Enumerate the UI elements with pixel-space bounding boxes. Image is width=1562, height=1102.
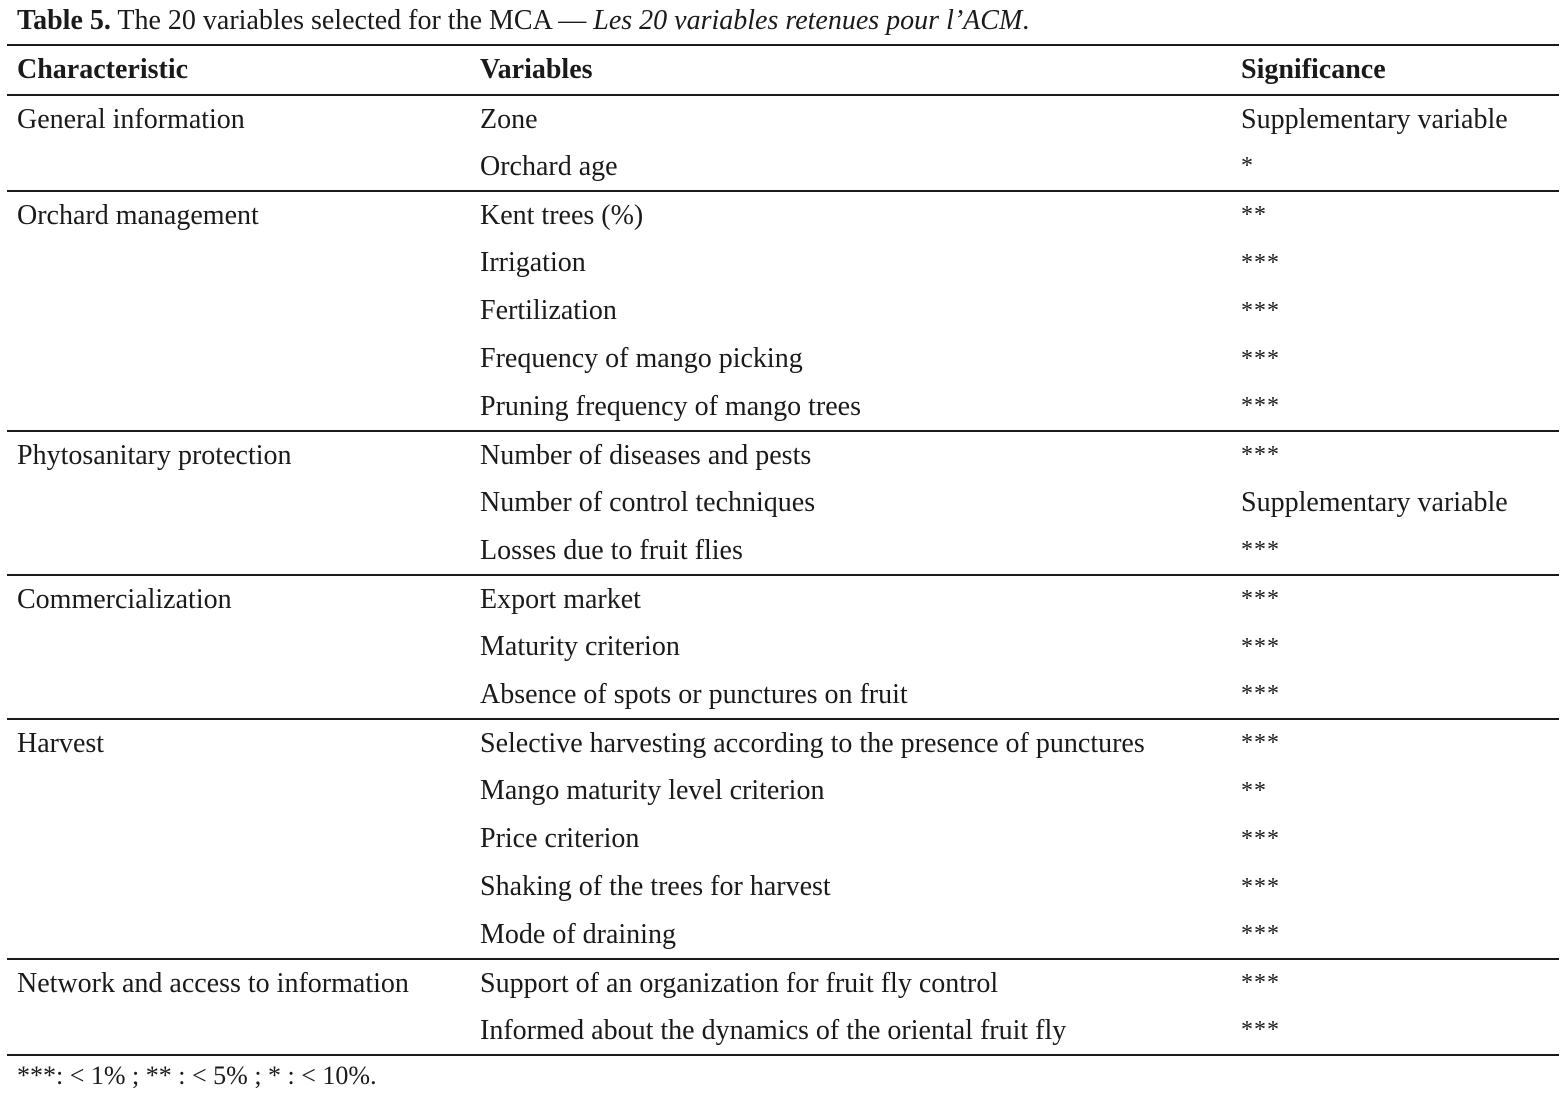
variable-cell: Kent trees (%) bbox=[480, 199, 644, 231]
caption-text-fr: Les 20 variables retenues pour l’ACM bbox=[593, 5, 1023, 36]
significance-cell: *** bbox=[1241, 586, 1280, 612]
table-row bbox=[7, 1007, 1559, 1055]
variable-cell: Orchard age bbox=[480, 150, 618, 182]
characteristic-cell bbox=[7, 1007, 470, 1055]
variables-table bbox=[7, 44, 1559, 1056]
table-row bbox=[7, 383, 1559, 431]
table-row bbox=[7, 335, 1559, 383]
significance-cell: * bbox=[1241, 153, 1254, 179]
table-row bbox=[7, 431, 1559, 479]
variable-cell: Fertilization bbox=[480, 295, 617, 326]
significance-cell: ** bbox=[1241, 202, 1267, 228]
table-header-row bbox=[7, 45, 1559, 95]
table-row bbox=[7, 863, 1559, 911]
table-row bbox=[7, 191, 1559, 239]
characteristic-cell: Harvest bbox=[17, 727, 105, 759]
characteristic-cell bbox=[7, 911, 470, 959]
significance-cell: *** bbox=[1241, 873, 1280, 900]
table-row bbox=[7, 287, 1559, 335]
variable-cell: Price criterion bbox=[480, 823, 640, 854]
table-caption bbox=[17, 2, 1029, 40]
table-row bbox=[7, 815, 1559, 863]
header-characteristic: Characteristic bbox=[17, 54, 189, 85]
significance-cell: *** bbox=[1241, 730, 1280, 756]
variable-cell: Mango maturity level criterion bbox=[480, 775, 825, 806]
characteristic-cell: Commercialization bbox=[17, 583, 232, 615]
characteristic-cell: Orchard management bbox=[17, 199, 259, 231]
characteristic-cell: Network and access to information bbox=[17, 967, 409, 999]
variable-cell: Export market bbox=[480, 583, 641, 615]
significance-cell: Supplementary variable bbox=[1241, 103, 1508, 135]
characteristic-cell bbox=[7, 863, 470, 911]
table-body bbox=[7, 95, 1559, 1055]
header-significance: Significance bbox=[1241, 54, 1386, 85]
characteristic-cell bbox=[7, 671, 470, 719]
variable-cell: Number of control techniques bbox=[480, 487, 816, 518]
variable-cell: Zone bbox=[480, 103, 538, 135]
significance-cell: *** bbox=[1241, 393, 1280, 419]
characteristic-cell bbox=[7, 527, 470, 575]
characteristic-cell bbox=[7, 143, 470, 191]
characteristic-cell: Phytosanitary protection bbox=[17, 439, 292, 471]
variable-cell: Shaking of the trees for harvest bbox=[480, 871, 831, 902]
significance-cell: *** bbox=[1241, 297, 1280, 324]
variable-cell: Absence of spots or punctures on fruit bbox=[480, 678, 908, 710]
characteristic-cell bbox=[7, 335, 470, 383]
characteristic-cell bbox=[7, 287, 470, 335]
table-row bbox=[7, 959, 1559, 1007]
variable-cell: Support of an organization for fruit fly control bbox=[480, 967, 999, 999]
variable-cell: Irrigation bbox=[480, 247, 586, 278]
table-row bbox=[7, 143, 1559, 191]
characteristic-cell bbox=[7, 479, 470, 527]
significance-cell: *** bbox=[1241, 921, 1280, 947]
variable-cell: Frequency of mango picking bbox=[480, 343, 803, 374]
table-row bbox=[7, 623, 1559, 671]
significance-cell: *** bbox=[1241, 970, 1280, 996]
characteristic-cell bbox=[7, 239, 470, 287]
table-row bbox=[7, 527, 1559, 575]
caption-label: Table 5. bbox=[17, 5, 111, 36]
significance-cell: *** bbox=[1241, 537, 1280, 563]
caption-end: . bbox=[1022, 5, 1030, 36]
characteristic-cell bbox=[7, 623, 470, 671]
significance-cell: Supplementary variable bbox=[1241, 487, 1508, 518]
characteristic-cell bbox=[7, 383, 470, 431]
table-row bbox=[7, 239, 1559, 287]
table-row bbox=[7, 95, 1559, 143]
significance-cell: *** bbox=[1241, 249, 1280, 276]
table-row bbox=[7, 719, 1559, 767]
variable-cell: Number of diseases and pests bbox=[480, 439, 812, 471]
characteristic-cell: General information bbox=[17, 103, 245, 135]
variable-cell: Informed about the dynamics of the oriental fruit fly bbox=[480, 1014, 1067, 1046]
variable-cell: Pruning frequency of mango trees bbox=[480, 390, 861, 422]
significance-cell: *** bbox=[1241, 345, 1280, 372]
table-row bbox=[7, 911, 1559, 959]
caption-text-en: The 20 variables selected for the MCA — bbox=[110, 5, 594, 36]
table-footnote: ***: < 1% ; ** : < 5% ; * : < 10%. bbox=[17, 1061, 377, 1090]
table-row bbox=[7, 575, 1559, 623]
variable-cell: Mode of draining bbox=[480, 918, 676, 950]
significance-cell: *** bbox=[1241, 1017, 1280, 1043]
variable-cell: Losses due to fruit flies bbox=[480, 534, 743, 566]
characteristic-cell bbox=[7, 767, 470, 815]
significance-cell: *** bbox=[1241, 442, 1280, 468]
table-row bbox=[7, 479, 1559, 527]
variable-cell: Maturity criterion bbox=[480, 631, 680, 662]
variable-cell: Selective harvesting according to the presence of punctures bbox=[480, 727, 1145, 759]
table-row bbox=[7, 671, 1559, 719]
header-variables: Variables bbox=[480, 54, 593, 85]
significance-cell: *** bbox=[1241, 633, 1280, 660]
table-row bbox=[7, 767, 1559, 815]
significance-cell: *** bbox=[1241, 825, 1280, 852]
significance-cell: *** bbox=[1241, 681, 1280, 707]
significance-cell: ** bbox=[1241, 777, 1267, 804]
characteristic-cell bbox=[7, 815, 470, 863]
